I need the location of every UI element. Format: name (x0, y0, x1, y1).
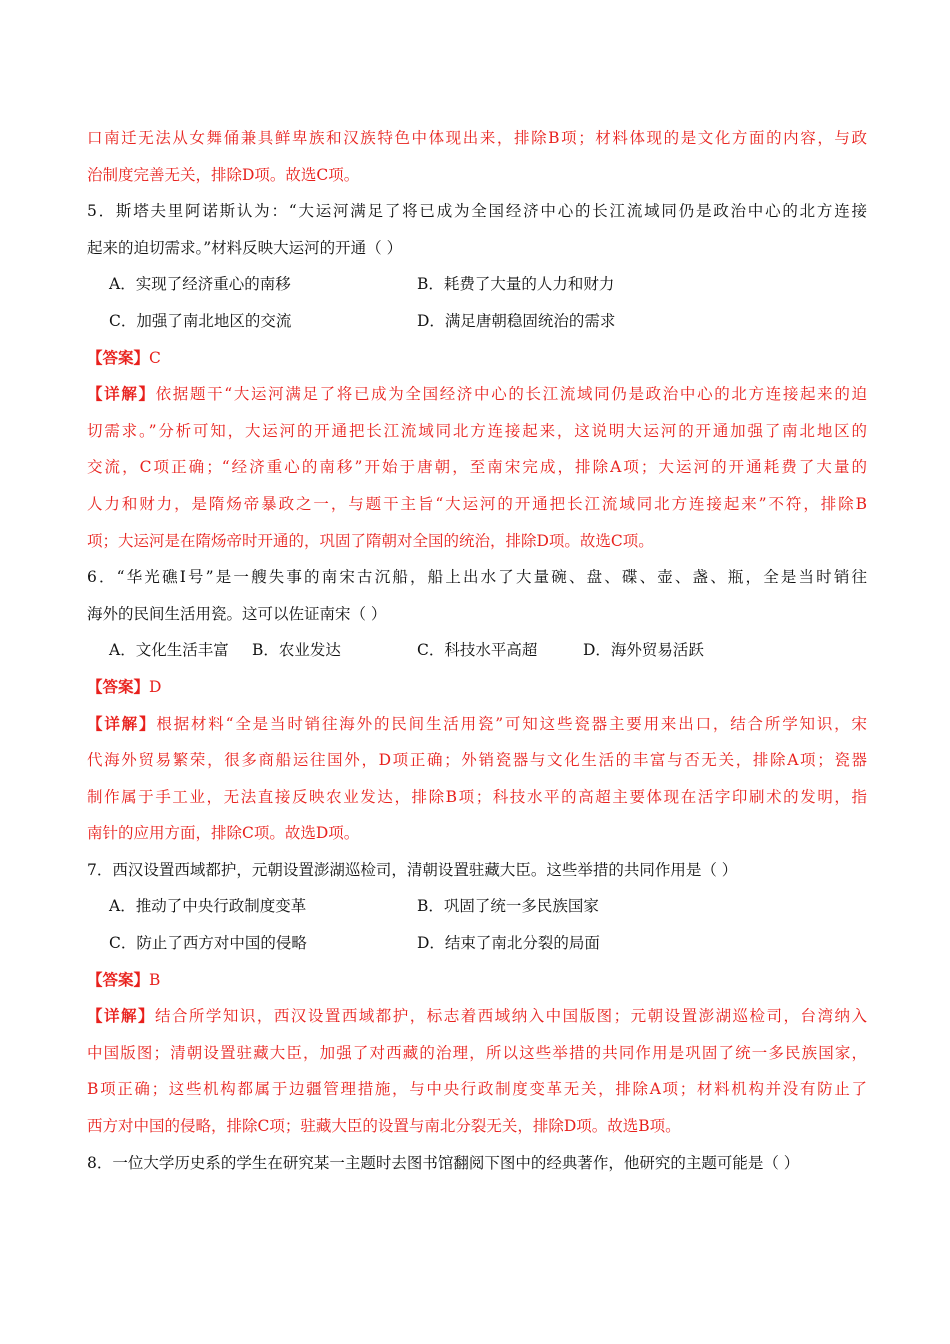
option-c: C．防止了西方对中国的侵略 (109, 934, 307, 953)
question-7-detail: B项正确；这些机构都属于边疆管理措施，与中央行政制度变革无关，排除A项；材料机构并没有防止了 (87, 1080, 867, 1099)
option-a: A．推动了中央行政制度变革 (109, 897, 307, 916)
question-5-detail: 人力和财力，是隋炀帝暴政之一，与题干主旨“大运河的开通把长江流域同北方连接起来”不符，排除B (87, 494, 867, 513)
option-b: B．巩固了统一多民族国家 (417, 897, 599, 916)
option-c: C．科技水平高超 (417, 641, 538, 660)
detail-tag: 【详解】 (87, 384, 156, 404)
question-5-detail (87, 376, 867, 413)
detail-tag: 【详解】 (87, 713, 157, 733)
question-7-options-row-2 (87, 925, 867, 962)
detail-text: 结合所学知识，西汉设置西域都护，标志着西域纳入中国版图；元朝设置澎湖巡检司，台湾纳入 (154, 1007, 867, 1026)
question-6-options-row (87, 632, 867, 669)
detail-text: 依据题干“大运河满足了将已成为全国经济中心的长江流域同仍是政治中心的北方连接起来的迫 (155, 385, 867, 404)
question-5-stem: 5．斯塔夫里阿诺斯认为：“大运河满足了将已成为全国经济中心的长江流域同仍是政治中心的北方连接 (87, 202, 867, 221)
detail-tag: 【详解】 (87, 1006, 155, 1026)
question-6-detail: 南针的应用方面，排除C项。故选D项。 (87, 824, 360, 843)
option-b: B．农业发达 (252, 641, 341, 660)
question-7-detail: 中国版图；清朝设置驻藏大臣，加强了对西藏的治理，所以这些举措的共同作用是巩固了统一多民族国家， (87, 1043, 867, 1062)
question-7-detail: 西方对中国的侵略，排除C项；驻藏大臣的设置与南北分裂无关，排除D项。故选B项。 (87, 1117, 681, 1136)
option-d: D．结束了南北分裂的局面 (417, 934, 600, 953)
option-a: A．实现了经济重心的南移 (109, 275, 291, 294)
option-c: C．加强了南北地区的交流 (109, 311, 292, 330)
question-5-detail: 项；大运河是在隋炀帝时开通的，巩固了隋朝对全国的统治，排除D项。故选C项。 (87, 531, 654, 550)
continuation-line: 口南迁无法从女舞俑兼具鲜卑族和汉族特色中体现出来，排除B项；材料体现的是文化方面的内容，与政 (87, 129, 867, 147)
question-7-options-row-1 (87, 888, 867, 925)
question-6-detail: 代海外贸易繁荣，很多商船运往国外，D项正确；外销瓷器与文化生活的丰富与否无关，排除A项；瓷器 (87, 751, 867, 770)
option-b: B．耗费了大量的人力和财力 (417, 275, 615, 294)
answer-value: C (149, 348, 161, 367)
question-7-answer (87, 962, 867, 999)
option-d: D．海外贸易活跃 (583, 641, 704, 660)
continuation-line: 治制度完善无关，排除D项。故选C项。 (87, 165, 360, 184)
option-a: A．文化生活丰富 (109, 641, 229, 660)
question-7-stem: 7．西汉设置西域都护，元朝设置澎湖巡检司，清朝设置驻藏大臣。这些举措的共同作用是（ ） (87, 860, 738, 879)
question-5-detail: 交流，C项正确；“经济重心的南移”开始于唐朝，至南宋完成，排除A项；大运河的开通耗费了大量的 (87, 458, 867, 477)
question-6-detail (87, 706, 867, 743)
question-5-stem: 起来的迫切需求。”材料反映大运河的开通（ ） (87, 238, 403, 257)
question-8-stem: 8．一位大学历史系的学生在研究某一主题时去图书馆翻阅下图中的经典著作，他研究的主题可能是（ ） (87, 1153, 800, 1172)
answer-tag: 【答案】 (87, 969, 150, 989)
answer-value: D (149, 677, 162, 696)
document-content (87, 120, 867, 1181)
question-5-options-row-1 (87, 266, 867, 303)
question-5-detail: 切需求。”分析可知，大运河的开通把长江流域同北方连接起来，这说明大运河的开通加强了南北地区的 (87, 421, 867, 440)
question-5-options-row-2 (87, 303, 867, 340)
question-6-detail: 制作属于手工业，无法直接反映农业发达，排除B项；科技水平的高超主要体现在活字印刷术的发明，指 (87, 787, 867, 806)
answer-value: B (149, 970, 161, 989)
answer-tag: 【答案】 (87, 347, 150, 367)
option-d: D．满足唐朝稳固统治的需求 (417, 311, 616, 330)
question-6-stem: 海外的民间生活用瓷。这可以佐证南宋（ ） (87, 604, 387, 623)
answer-tag: 【答案】 (87, 676, 150, 696)
question-7-detail (87, 998, 867, 1035)
detail-text: 根据材料“全是当时销往海外的民间生活用瓷”可知这些瓷器主要用来出口，结合所学知识，宋 (156, 714, 867, 733)
question-6-stem: 6．“华光礁Ⅰ号”是一艘失事的南宋古沉船，船上出水了大量碗、盘、碟、壶、盏、瓶，全是当时销往 (87, 568, 867, 587)
question-6-answer (87, 669, 867, 706)
question-5-answer (87, 340, 867, 377)
